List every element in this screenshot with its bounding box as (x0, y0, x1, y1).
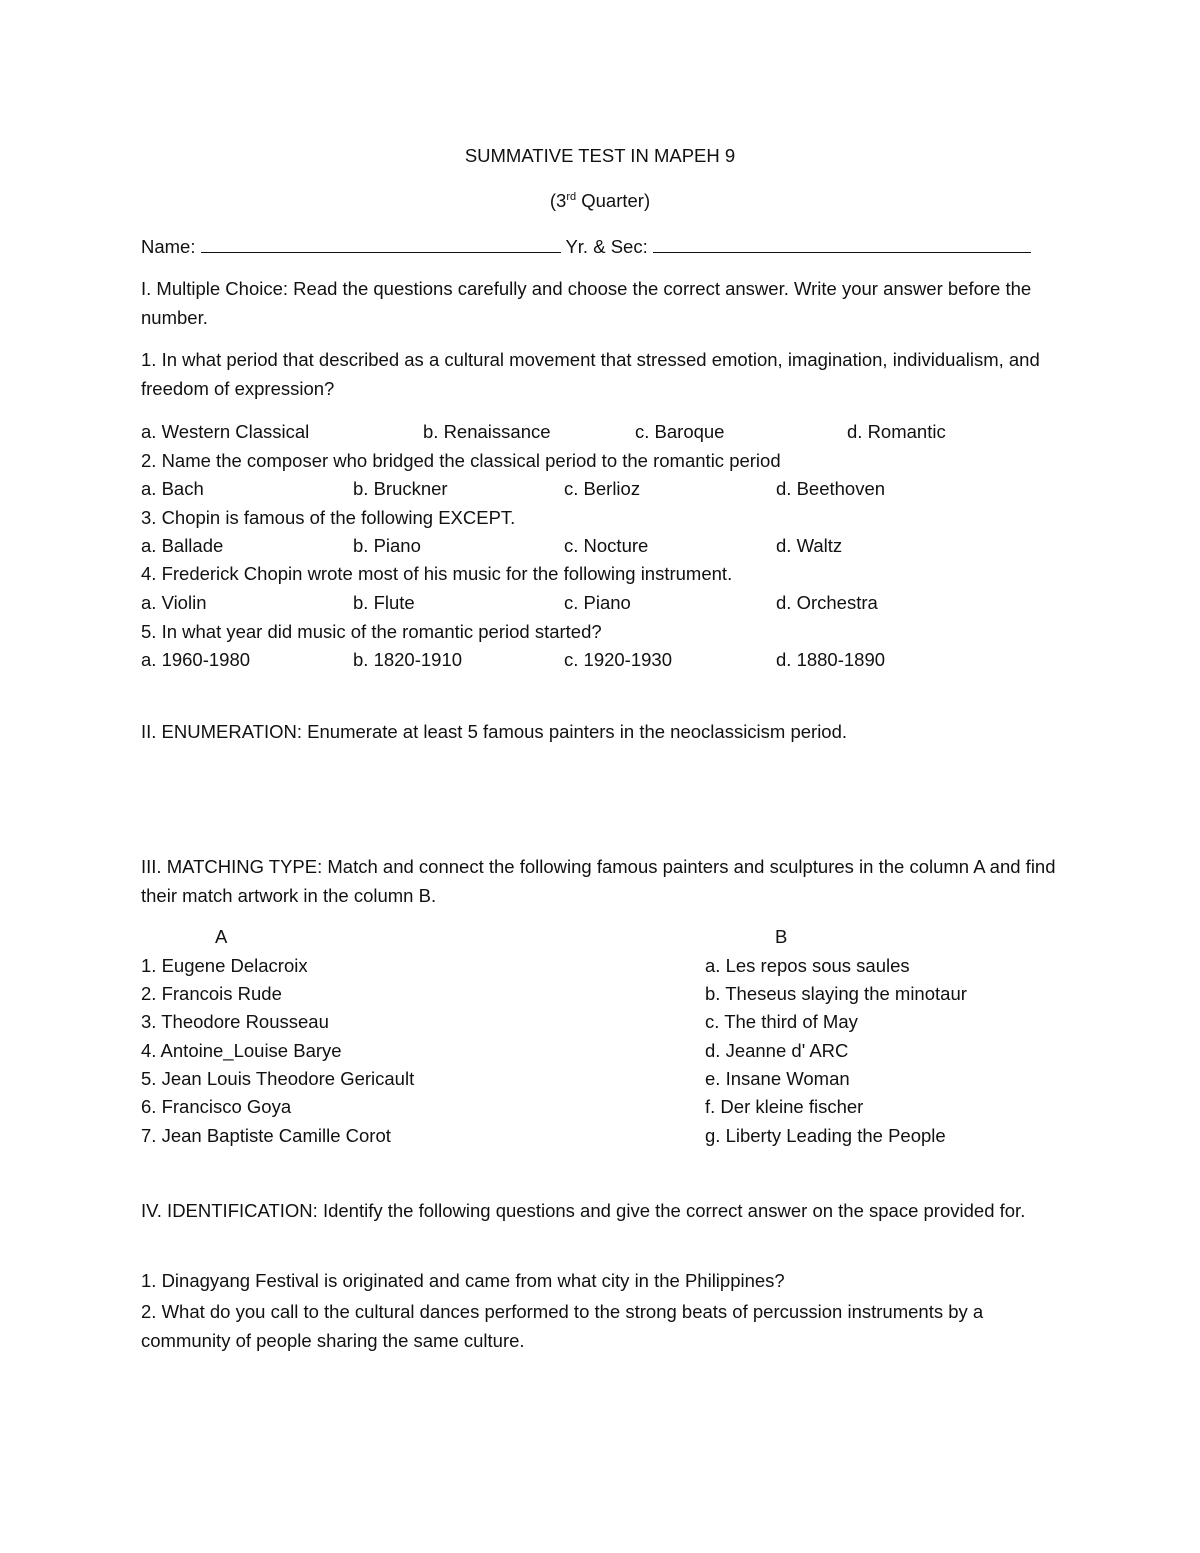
mc-choice: b. Bruckner (353, 478, 448, 499)
matching-row-1 (141, 955, 1041, 983)
part4-instruction: IV. IDENTIFICATION: Identify the following questions and give the correct answer on the space provided for. (141, 1200, 1026, 1221)
matching-row-2 (141, 983, 1041, 1011)
matching-row-4 (141, 1040, 1041, 1068)
column-a-item: 7. Jean Baptiste Camille Corot (141, 1125, 391, 1146)
mc-choices-1 (141, 421, 1041, 449)
mc-question-3 (141, 507, 1041, 535)
mc-choices-4 (141, 592, 1041, 620)
quarter-superscript: rd (566, 190, 577, 203)
mc-question-text: 4. Frederick Chopin wrote most of his music for the following instrument. (141, 563, 733, 584)
column-b-item: f. Der kleine fischer (705, 1096, 864, 1117)
matching-row-7 (141, 1125, 1041, 1153)
mc-choice: d. Waltz (776, 535, 843, 556)
column-b-header: B (775, 926, 788, 947)
column-a-item: 4. Antoine_Louise Barye (141, 1040, 342, 1061)
name-blank[interactable] (201, 234, 561, 253)
name-yrsec-line (141, 234, 1031, 258)
mc-question-1: 1. In what period that described as a cultural movement that stressed emotion, imagination, individualism, and freedom of expression? (141, 349, 1040, 399)
mc-choice: c. Nocture (564, 535, 649, 556)
mc-choice: a. Violin (141, 592, 207, 613)
mc-choice: b. Piano (353, 535, 421, 556)
column-a-item: 6. Francisco Goya (141, 1096, 292, 1117)
mc-choice: d. Romantic (847, 421, 946, 442)
mc-choice: c. Piano (564, 592, 631, 613)
column-b-item: b. Theseus slaying the minotaur (705, 983, 967, 1004)
column-a-item: 3. Theodore Rousseau (141, 1011, 329, 1032)
mc-question-2 (141, 450, 1041, 478)
quarter-open: (3 (549, 190, 567, 211)
mc-choices-5 (141, 649, 1041, 677)
mc-choice: c. 1920-1930 (564, 649, 673, 670)
mc-choice: d. Beethoven (776, 478, 886, 499)
mc-choice: d. Orchestra (776, 592, 878, 613)
column-a-item: 2. Francois Rude (141, 983, 282, 1004)
part2-instruction: II. ENUMERATION: Enumerate at least 5 famous painters in the neoclassicism period. (141, 721, 848, 742)
mc-question-text: 5. In what year did music of the romantic period started? (141, 621, 602, 642)
quarter-label (0, 190, 1200, 212)
mc-choices-3 (141, 535, 1041, 563)
mc-question-text: 3. Chopin is famous of the following EXCEPT. (141, 507, 516, 528)
mc-choice: b. 1820-1910 (353, 649, 463, 670)
column-b-item: e. Insane Woman (705, 1068, 850, 1089)
part1-instruction: I. Multiple Choice: Read the questions carefully and choose the correct answer. Write your answer before the number. (141, 278, 1032, 328)
mc-choice: a. Ballade (141, 535, 224, 556)
mc-question-4 (141, 563, 1041, 591)
column-b-item: a. Les repos sous saules (705, 955, 910, 976)
column-a-header: A (215, 926, 228, 947)
column-b-item: d. Jeanne d' ARC (705, 1040, 849, 1061)
yrsec-label: Yr. & Sec: (565, 236, 648, 257)
test-title: SUMMATIVE TEST IN MAPEH 9 (464, 145, 736, 166)
mc-question-5 (141, 621, 1041, 649)
mc-choice: b. Flute (353, 592, 415, 613)
identification-question-1: 1. Dinagyang Festival is originated and came from what city in the Philippines? (141, 1270, 785, 1291)
mc-choice: b. Renaissance (423, 421, 551, 442)
yrsec-blank[interactable] (653, 234, 1031, 253)
identification-question-2: 2. What do you call to the cultural dances performed to the strong beats of percussion instruments by a community of people sharing the same culture. (141, 1301, 984, 1351)
column-b-item: c. The third of May (705, 1011, 858, 1032)
mc-choice: a. Bach (141, 478, 204, 499)
mc-question-text: 2. Name the composer who bridged the classical period to the romantic period (141, 450, 781, 471)
column-b-item: g. Liberty Leading the People (705, 1125, 946, 1146)
mc-choice: c. Berlioz (564, 478, 641, 499)
column-a-item: 5. Jean Louis Theodore Gericault (141, 1068, 415, 1089)
name-label: Name: (141, 236, 196, 257)
matching-headers (141, 926, 1041, 954)
mc-choice: c. Baroque (635, 421, 725, 442)
mc-choice: a. 1960-1980 (141, 649, 251, 670)
matching-row-5 (141, 1068, 1041, 1096)
mc-choices-2 (141, 478, 1041, 506)
column-a-item: 1. Eugene Delacroix (141, 955, 308, 976)
quarter-close: Quarter) (576, 190, 651, 211)
mc-choice: a. Western Classical (141, 421, 310, 442)
mc-choice: d. 1880-1890 (776, 649, 886, 670)
matching-row-3 (141, 1011, 1041, 1039)
matching-row-6 (141, 1096, 1041, 1124)
part3-instruction: III. MATCHING TYPE: Match and connect the following famous painters and sculptures in the column A and find their match artwork in the column B. (141, 856, 1056, 906)
